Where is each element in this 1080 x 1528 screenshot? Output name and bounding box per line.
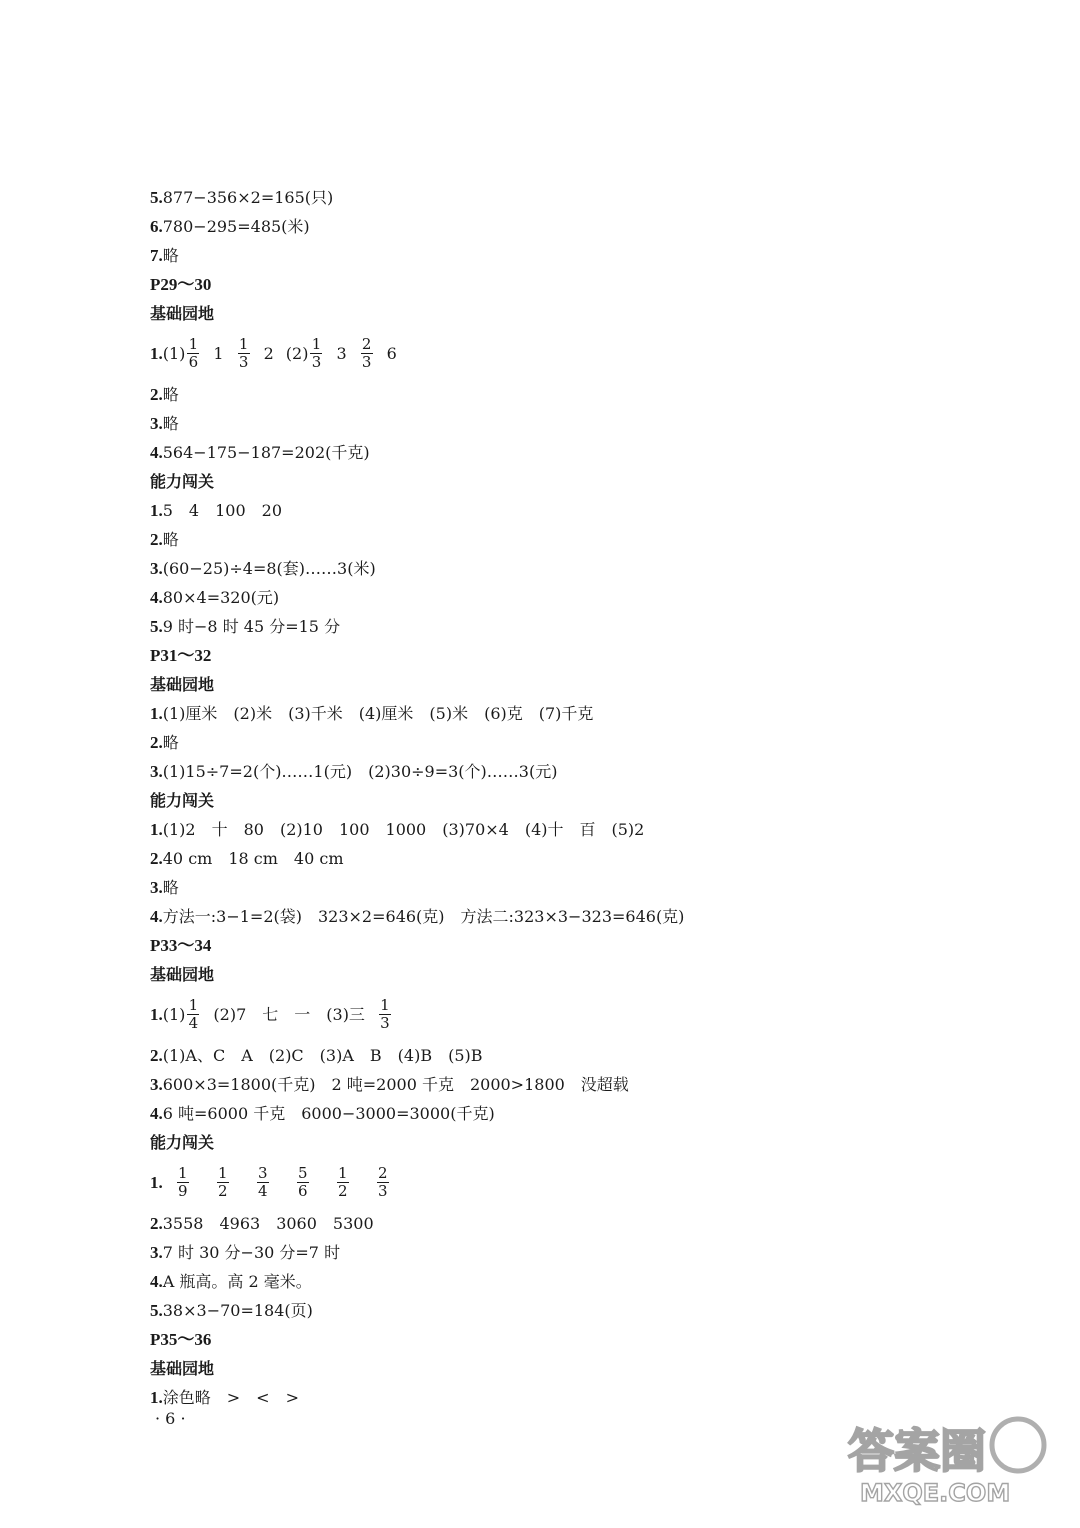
answer-line bbox=[150, 1103, 495, 1125]
fraction bbox=[310, 336, 322, 371]
fraction bbox=[379, 997, 391, 1032]
numerator: 1 bbox=[188, 335, 199, 353]
answer-text: 方法一:3−1=2(袋) 323×2=646(克) 方法二:323×3−323=646(克) bbox=[162, 907, 685, 926]
answer-text: (1)A、C A (2)C (3)A B (4)B (5)B bbox=[162, 1046, 483, 1065]
answer-line bbox=[150, 906, 684, 928]
section-heading: 能力闯关 bbox=[150, 472, 215, 491]
answer-line bbox=[150, 819, 644, 841]
section-heading: 基础园地 bbox=[150, 304, 215, 323]
numerator: 3 bbox=[257, 1164, 268, 1182]
answer-line bbox=[150, 1213, 374, 1235]
item-number: 1. bbox=[150, 501, 163, 520]
answer-text: 564−175−187=202(千克) bbox=[162, 443, 370, 462]
answer-line bbox=[150, 1300, 313, 1322]
answer-text: 877−356×2=165(只) bbox=[162, 188, 334, 207]
denominator: 3 bbox=[361, 353, 372, 371]
item-number: 3. bbox=[150, 762, 163, 781]
answer-text: 略 bbox=[162, 414, 179, 433]
answer-line bbox=[150, 848, 344, 870]
answer-text: 略 bbox=[162, 530, 179, 549]
fraction bbox=[297, 1165, 309, 1200]
answer-line bbox=[150, 1165, 391, 1200]
answer-text: (1) bbox=[162, 1004, 186, 1024]
page-range-heading: P35～36 bbox=[150, 1330, 212, 1349]
answer-line bbox=[150, 1387, 299, 1409]
answer-text: A 瓶高。高 2 毫米。 bbox=[162, 1272, 312, 1291]
denominator: 3 bbox=[311, 353, 322, 371]
item-number: 3. bbox=[150, 414, 163, 433]
answer-text: 略 bbox=[162, 385, 179, 404]
page-range-heading: P29～30 bbox=[150, 275, 212, 294]
item-number: 5. bbox=[150, 617, 163, 636]
answer-line bbox=[150, 587, 279, 609]
numerator: 1 bbox=[177, 1164, 188, 1182]
answer-line bbox=[150, 877, 179, 899]
numerator: 1 bbox=[380, 996, 390, 1014]
numerator: 1 bbox=[238, 335, 249, 353]
page-range-heading: P33～34 bbox=[150, 936, 212, 955]
item-number: 1. bbox=[150, 1004, 163, 1024]
answer-line bbox=[150, 558, 376, 580]
denominator: 3 bbox=[380, 1014, 390, 1032]
answer-text: 3558 4963 3060 5300 bbox=[162, 1214, 374, 1233]
item-number: 4. bbox=[150, 907, 163, 926]
item-number: 2. bbox=[150, 530, 163, 549]
item-number: 1. bbox=[150, 1172, 163, 1192]
answer-line bbox=[150, 1242, 340, 1264]
answer-line bbox=[150, 616, 340, 638]
item-number: 2. bbox=[150, 733, 163, 752]
section-heading: 基础园地 bbox=[150, 965, 215, 984]
denominator: 4 bbox=[188, 1014, 199, 1032]
answer-text: 略 bbox=[162, 246, 179, 265]
answer-text: (60−25)÷4=8(套)……3(米) bbox=[162, 559, 376, 578]
numerator: 1 bbox=[311, 335, 322, 353]
item-number: 2. bbox=[150, 1046, 163, 1065]
denominator: 6 bbox=[297, 1182, 308, 1200]
denominator: 6 bbox=[188, 353, 199, 371]
fraction bbox=[177, 1165, 189, 1200]
item-number: 1. bbox=[150, 820, 163, 839]
answer-line bbox=[150, 761, 557, 783]
answer-line bbox=[150, 529, 179, 551]
denominator: 3 bbox=[377, 1182, 388, 1200]
item-number: 4. bbox=[150, 588, 163, 607]
fraction bbox=[377, 1165, 389, 1200]
answer-text: 略 bbox=[162, 733, 179, 752]
fraction bbox=[257, 1165, 269, 1200]
answer-text: 3 bbox=[336, 343, 347, 363]
answer-line bbox=[150, 1271, 312, 1293]
fraction bbox=[187, 336, 199, 371]
answer-text: 80×4=320(元) bbox=[162, 588, 280, 607]
answer-text: 40 cm 18 cm 40 cm bbox=[162, 849, 344, 868]
numerator: 5 bbox=[297, 1164, 308, 1182]
numerator: 1 bbox=[188, 996, 199, 1014]
section-heading: 基础园地 bbox=[150, 675, 215, 694]
fraction bbox=[217, 1165, 229, 1200]
answer-text: 6 吨=6000 千克 6000−3000=3000(千克) bbox=[162, 1104, 495, 1123]
page-number: · 6 · bbox=[155, 1409, 186, 1428]
answer-text: (2)7 七 一 (3)三 bbox=[213, 1004, 365, 1024]
answer-line bbox=[150, 336, 397, 371]
item-number: 5. bbox=[150, 1301, 163, 1320]
answer-line bbox=[150, 703, 593, 725]
denominator: 9 bbox=[177, 1182, 188, 1200]
answer-line bbox=[150, 384, 179, 406]
answer-line bbox=[150, 187, 333, 209]
answer-line bbox=[150, 732, 179, 754]
answer-text: (1)2 十 80 (2)10 100 1000 (3)70×4 (4)十 百 (5)2 bbox=[162, 820, 645, 839]
item-number: 4. bbox=[150, 1104, 163, 1123]
denominator: 2 bbox=[337, 1182, 348, 1200]
item-number: 4. bbox=[150, 1272, 163, 1291]
fraction bbox=[337, 1165, 349, 1200]
fraction bbox=[361, 336, 373, 371]
answer-text: (1) bbox=[162, 343, 186, 363]
answer-text: (2) bbox=[285, 343, 309, 363]
item-number: 1. bbox=[150, 343, 163, 363]
answer-line bbox=[150, 413, 179, 435]
answer-text: 600×3=1800(千克) 2 吨=2000 千克 2000>1800 没超载 bbox=[162, 1075, 629, 1094]
item-number: 3. bbox=[150, 1075, 163, 1094]
item-number: 7. bbox=[150, 246, 163, 265]
answer-text: (1)15÷7=2(个)……1(元) (2)30÷9=3(个)……3(元) bbox=[162, 762, 558, 781]
answer-line bbox=[150, 500, 282, 522]
answer-text: 9 时−8 时 45 分=15 分 bbox=[162, 617, 341, 636]
watermark-url: MXQE.COM bbox=[860, 1479, 1011, 1506]
section-heading: 能力闯关 bbox=[150, 1133, 215, 1152]
numerator: 2 bbox=[377, 1164, 388, 1182]
answer-line bbox=[150, 1074, 629, 1096]
item-number: 2. bbox=[150, 385, 163, 404]
answer-text: 1 bbox=[213, 343, 224, 363]
answer-line bbox=[150, 997, 393, 1032]
answer-line bbox=[150, 1045, 483, 1067]
numerator: 2 bbox=[361, 335, 372, 353]
answer-text: 涂色略 > < > bbox=[162, 1388, 299, 1407]
denominator: 3 bbox=[238, 353, 249, 371]
page-range-heading: P31～32 bbox=[150, 646, 212, 665]
watermark-text: 答案圈 bbox=[848, 1424, 986, 1478]
section-heading: 能力闯关 bbox=[150, 791, 215, 810]
fraction bbox=[187, 997, 199, 1032]
answer-text: 5 4 100 20 bbox=[162, 501, 283, 520]
numerator: 1 bbox=[337, 1164, 348, 1182]
item-number: 2. bbox=[150, 849, 163, 868]
answer-line bbox=[150, 245, 179, 267]
item-number: 3. bbox=[150, 1243, 163, 1262]
answer-text: 7 时 30 分−30 分=7 时 bbox=[162, 1243, 341, 1262]
answer-text: 780−295=485(米) bbox=[162, 217, 310, 236]
answer-text: (1)厘米 (2)米 (3)千米 (4)厘米 (5)米 (6)克 (7)千克 bbox=[162, 704, 594, 723]
answer-text: 6 bbox=[386, 343, 397, 363]
item-number: 4. bbox=[150, 443, 163, 462]
answer-line bbox=[150, 442, 370, 464]
item-number: 6. bbox=[150, 217, 163, 236]
answer-text: 38×3−70=184(页) bbox=[162, 1301, 313, 1320]
fraction bbox=[238, 336, 250, 371]
answer-line bbox=[150, 216, 310, 238]
item-number: 1. bbox=[150, 704, 163, 723]
watermark-logo bbox=[840, 1411, 1050, 1506]
denominator: 2 bbox=[217, 1182, 228, 1200]
item-number: 5. bbox=[150, 188, 163, 207]
section-heading: 基础园地 bbox=[150, 1359, 215, 1378]
item-number: 1. bbox=[150, 1388, 163, 1407]
answer-text: 略 bbox=[162, 878, 179, 897]
numerator: 1 bbox=[217, 1164, 228, 1182]
item-number: 3. bbox=[150, 878, 163, 897]
denominator: 4 bbox=[257, 1182, 268, 1200]
item-number: 3. bbox=[150, 559, 163, 578]
answer-text: 2 bbox=[263, 343, 274, 363]
item-number: 2. bbox=[150, 1214, 163, 1233]
